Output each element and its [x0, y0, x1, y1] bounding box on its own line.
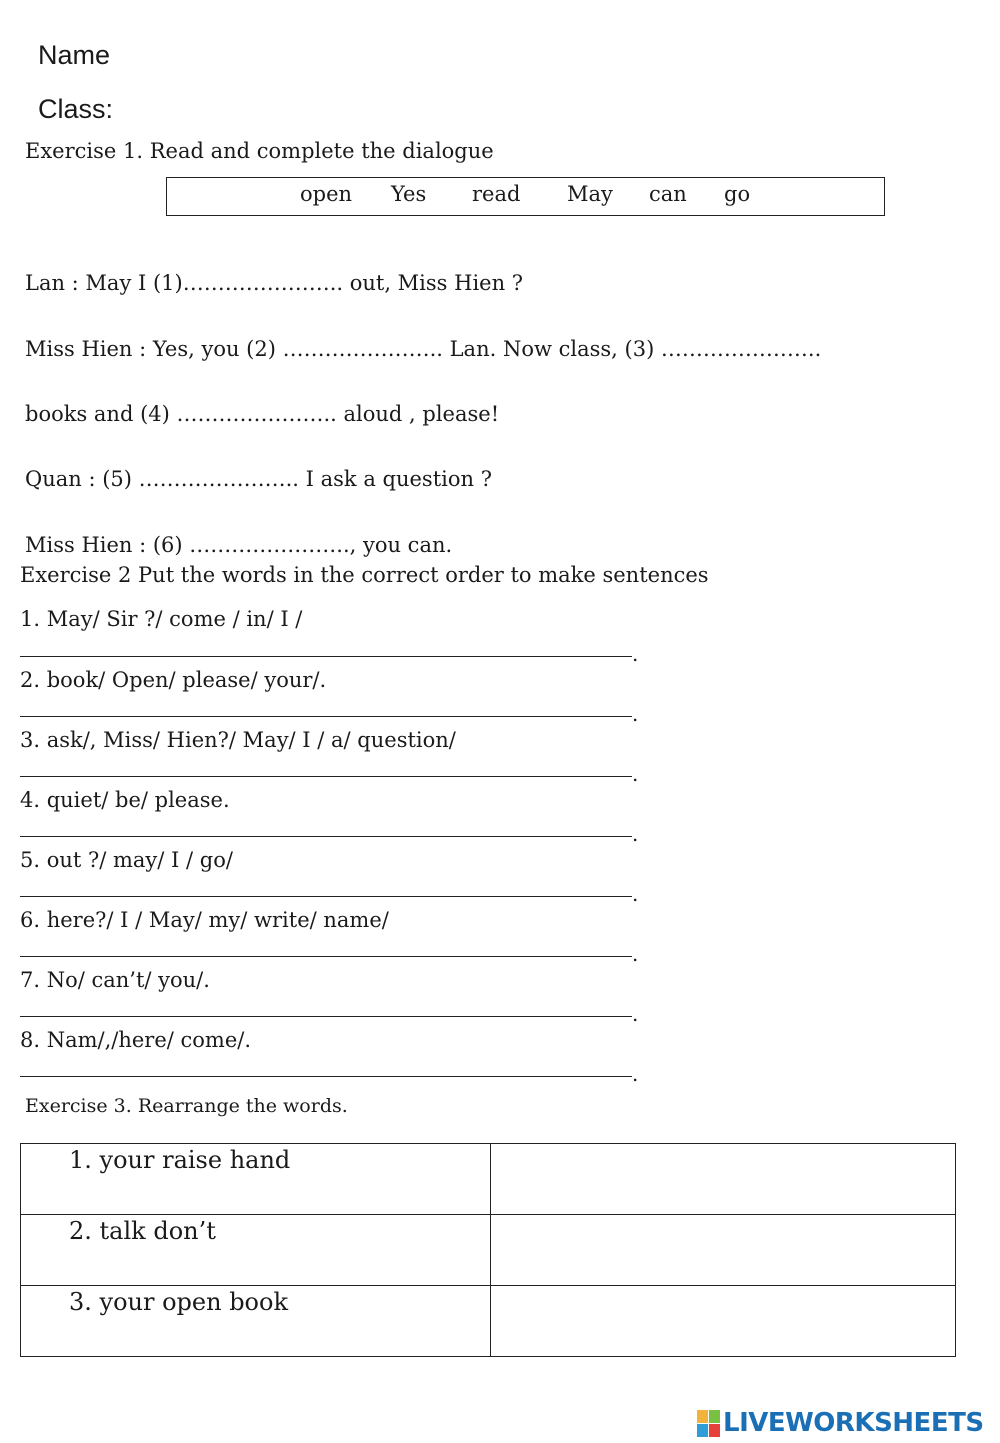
answer-line[interactable]: [20, 1016, 632, 1017]
word-bank-word: Yes: [391, 182, 427, 206]
word-bank-word: read: [472, 182, 521, 206]
class-label: Class:: [38, 94, 114, 124]
answer-text: [491, 1144, 955, 1146]
exercise3-title: Exercise 3. Rearrange the words.: [25, 1095, 348, 1117]
word-bank-word: go: [724, 182, 751, 206]
dialogue-line: Quan : (5) ………………….. I ask a question ?: [25, 467, 492, 491]
exercise2-item: 8. Nam/,/here/ come/.: [20, 1028, 252, 1052]
line-end-period: .: [632, 642, 639, 666]
rearrange-table: [20, 1143, 956, 1357]
answer-line[interactable]: [20, 896, 632, 897]
answer-text: [491, 1215, 955, 1217]
line-end-period: .: [632, 822, 639, 846]
exercise2-item: 4. quiet/ be/ please.: [20, 788, 230, 812]
prompt-text: 3. your open book: [69, 1288, 288, 1316]
prompt-text: 2. talk don’t: [69, 1217, 216, 1245]
dialogue-line: books and (4) ………………….. aloud , please!: [25, 402, 500, 426]
table-row: [21, 1215, 956, 1286]
answer-line[interactable]: [20, 956, 632, 957]
logo-text: LIVEWORKSHEETS: [723, 1408, 984, 1438]
line-end-period: .: [632, 1062, 639, 1086]
answer-line[interactable]: [20, 656, 632, 657]
answer-line[interactable]: [20, 716, 632, 717]
answer-cell[interactable]: [491, 1144, 956, 1215]
answer-line[interactable]: [20, 776, 632, 777]
logo-blocks-icon: [697, 1410, 720, 1437]
name-label: Name: [38, 40, 111, 70]
dialogue-line: Miss Hien : (6) ………………….., you can.: [25, 533, 453, 557]
answer-cell[interactable]: [491, 1215, 956, 1286]
line-end-period: .: [632, 942, 639, 966]
line-end-period: .: [632, 762, 639, 786]
exercise2-title: Exercise 2 Put the words in the correct order to make sentences: [20, 563, 709, 587]
line-end-period: .: [632, 702, 639, 726]
word-bank-box: [166, 177, 885, 216]
answer-text: [491, 1286, 955, 1288]
exercise2-item: 5. out ?/ may/ I / go/: [20, 848, 233, 872]
exercise2-item: 7. No/ can’t/ you/.: [20, 968, 210, 992]
liveworksheets-logo: [697, 1408, 984, 1438]
prompt-text: 1. your raise hand: [69, 1146, 291, 1174]
answer-cell[interactable]: [491, 1286, 956, 1357]
exercise1-title: Exercise 1. Read and complete the dialogue: [25, 139, 494, 163]
dialogue-line: Miss Hien : Yes, you (2) ………………….. Lan. Now class, (3) …………………..: [25, 337, 822, 361]
exercise2-item: 6. here?/ I / May/ my/ write/ name/: [20, 908, 389, 932]
word-bank-word: May: [567, 182, 613, 206]
word-bank-word: can: [649, 182, 687, 206]
exercise2-item: 1. May/ Sir ?/ come / in/ I /: [20, 607, 303, 631]
exercise2-item: 2. book/ Open/ please/ your/.: [20, 668, 327, 692]
line-end-period: .: [632, 882, 639, 906]
table-row: [21, 1144, 956, 1215]
prompt-cell: [21, 1286, 491, 1357]
dialogue-line: Lan : May I (1)………………….. out, Miss Hien ?: [25, 271, 524, 295]
prompt-cell: [21, 1144, 491, 1215]
answer-line[interactable]: [20, 1076, 632, 1077]
word-bank-word: open: [300, 182, 353, 206]
exercise2-item: 3. ask/, Miss/ Hien?/ May/ I / a/ question/: [20, 728, 456, 752]
prompt-cell: [21, 1215, 491, 1286]
table-row: [21, 1286, 956, 1357]
line-end-period: .: [632, 1002, 639, 1026]
answer-line[interactable]: [20, 836, 632, 837]
